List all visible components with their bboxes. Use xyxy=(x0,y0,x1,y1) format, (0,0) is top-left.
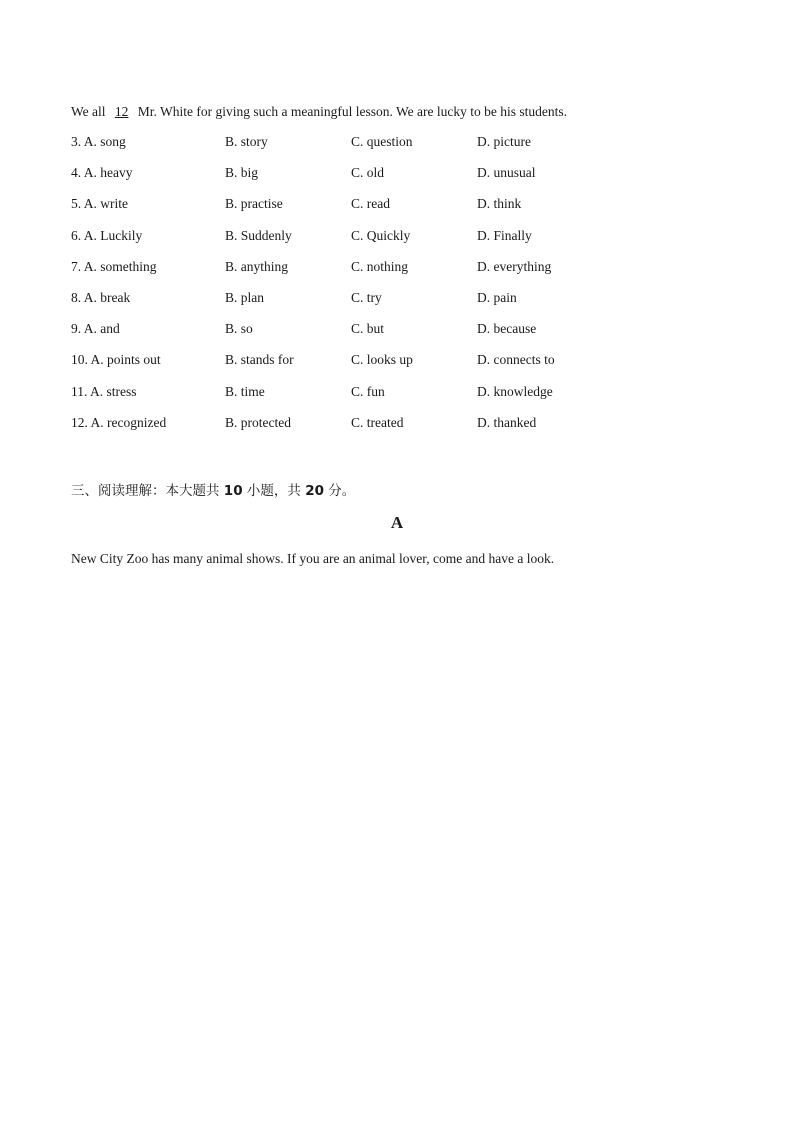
option-row xyxy=(71,290,631,321)
option-c: C. old xyxy=(351,165,385,181)
sentence-start: We all xyxy=(71,104,109,119)
option-row xyxy=(71,259,631,290)
score-total: 20 xyxy=(305,483,324,499)
answer-blank: 12 xyxy=(114,104,129,119)
option-d: D. knowledge xyxy=(477,383,553,399)
option-a: 6. A. Luckily xyxy=(71,227,143,243)
option-row xyxy=(71,321,631,352)
option-b: B. time xyxy=(225,383,265,399)
option-a: 12. A. recognized xyxy=(71,414,167,430)
answer-options-table xyxy=(71,134,631,446)
option-a: 8. A. break xyxy=(71,289,131,305)
option-c: C. Quickly xyxy=(351,227,411,243)
option-d: D. Finally xyxy=(477,227,532,243)
section-prefix: 三、阅读理解：本大题共 xyxy=(71,483,224,499)
option-c: C. read xyxy=(351,196,390,212)
option-c: C. nothing xyxy=(351,258,409,274)
passage-intro: New City Zoo has many animal shows. If you are an animal lover, come and have a look. xyxy=(71,551,555,566)
option-row xyxy=(71,196,631,227)
option-d: D. picture xyxy=(477,134,531,149)
section-suffix: 分。 xyxy=(323,483,356,499)
option-c: C. treated xyxy=(351,414,404,430)
option-b: B. so xyxy=(225,321,253,337)
option-a: 11. A. stress xyxy=(71,383,137,399)
option-b: B. Suddenly xyxy=(225,227,292,243)
cloze-last-sentence xyxy=(71,104,567,120)
option-d: D. thanked xyxy=(477,414,537,430)
section-middle: 小题，共 xyxy=(242,483,306,499)
option-b: B. practise xyxy=(225,196,283,212)
option-c: C. fun xyxy=(351,383,385,399)
section-heading-reading xyxy=(71,479,355,499)
option-b: B. stands for xyxy=(225,352,294,368)
option-row xyxy=(71,134,631,165)
passage-label: A xyxy=(390,513,404,532)
option-a: 9. A. and xyxy=(71,321,120,337)
option-row xyxy=(71,165,631,196)
option-d: D. pain xyxy=(477,289,517,305)
option-b: B. story xyxy=(225,134,268,149)
option-a: 7. A. something xyxy=(71,258,157,274)
option-row xyxy=(71,415,631,446)
option-b: B. anything xyxy=(225,258,288,274)
sentence-end: Mr. White for giving such a meaningful lesson. We are lucky to be his students. xyxy=(134,104,567,119)
option-c: C. but xyxy=(351,321,385,337)
option-b: B. plan xyxy=(225,289,264,305)
option-row xyxy=(71,352,631,383)
option-a: 5. A. write xyxy=(71,196,128,212)
option-row xyxy=(71,228,631,259)
option-d: D. connects to xyxy=(477,352,555,368)
question-count: 10 xyxy=(223,483,243,499)
option-d: D. everything xyxy=(477,258,552,274)
option-c: C. looks up xyxy=(351,352,413,368)
option-c: C. question xyxy=(351,134,413,149)
option-a: 10. A. points out xyxy=(71,352,161,368)
option-b: B. big xyxy=(225,165,259,181)
option-d: D. unusual xyxy=(477,165,536,181)
option-d: D. because xyxy=(477,321,537,337)
option-a: 3. A. song xyxy=(71,134,126,149)
option-row xyxy=(71,384,631,415)
option-d: D. think xyxy=(477,196,522,212)
option-c: C. try xyxy=(351,289,382,305)
option-b: B. protected xyxy=(225,414,291,430)
option-a: 4. A. heavy xyxy=(71,165,133,181)
